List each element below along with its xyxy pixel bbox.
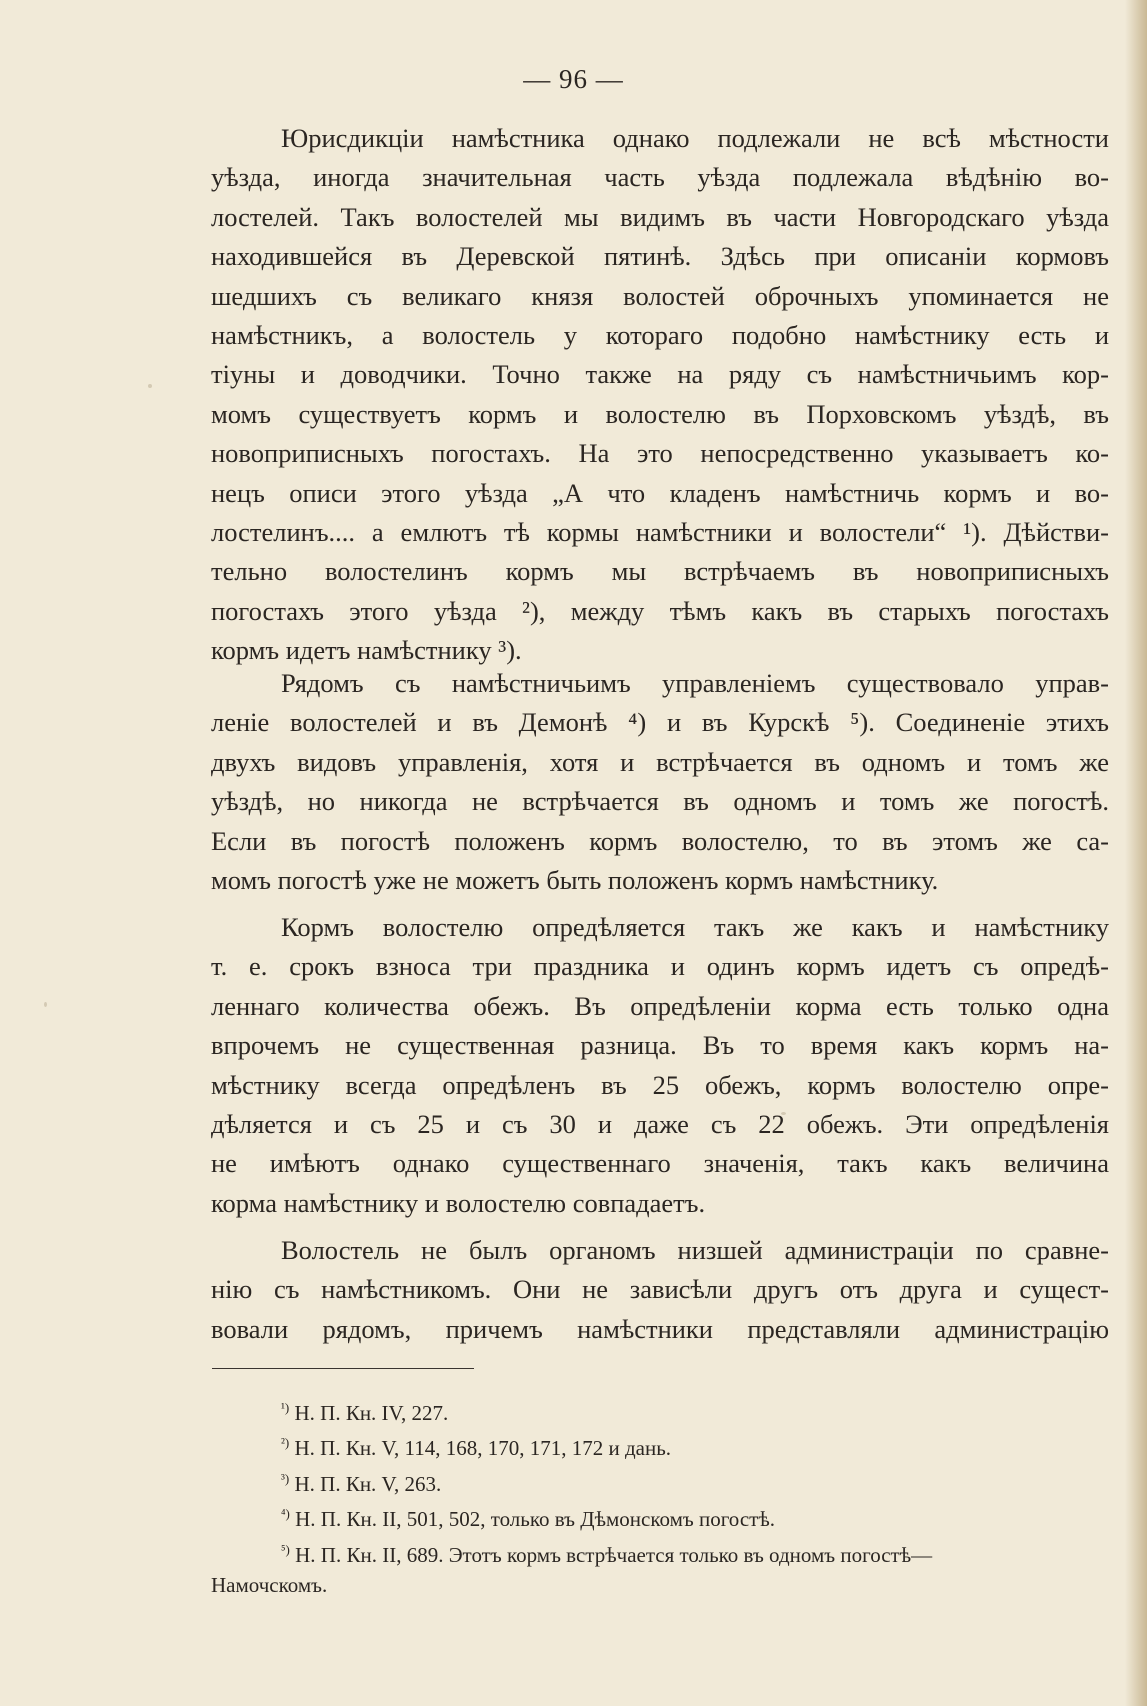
footnote — [211, 1393, 1109, 1428]
footnote-marker: ⁵) — [281, 1541, 290, 1557]
paragraph-1 — [211, 119, 1109, 670]
text-line: мѣстнику всегда опредѣленъ въ 25 обежъ, кормъ волостелю опре- — [211, 1069, 1109, 1100]
footnote-marker: ¹) — [281, 1400, 290, 1415]
text-line: леннаго количества обежъ. Въ опредѣленіи корма есть только одна — [211, 990, 1109, 1021]
footnote-text: Н. П. Кн. IV, 227. — [294, 1401, 449, 1425]
text-line: Юрисдикціи намѣстника однако подлежали не всѣ мѣстности — [281, 123, 1109, 153]
footnote-continuation: Намочскомъ. — [211, 1573, 328, 1598]
text-line: новоприписныхъ погостахъ. На это непосредственно указываетъ ко- — [211, 438, 1109, 469]
footnote-marker: ²) — [281, 1435, 290, 1451]
footnote-text: Н. П. Кн. V, 263. — [294, 1471, 442, 1496]
footnote — [211, 1464, 1109, 1499]
text-line: шедшихъ съ великаго князя волостей оброчныхъ упоминается не — [211, 280, 1109, 311]
text-line: кормъ идетъ намѣстнику ³). — [211, 635, 522, 666]
text-line: т. е. срокъ взноса три праздника и одинъ кормъ идетъ съ опредѣ- — [211, 951, 1109, 982]
footnote-divider — [212, 1368, 474, 1369]
text-line: Кормъ волостелю опредѣляется такъ же какъ и намѣстнику — [281, 912, 1109, 942]
footnote-marker: ⁴) — [281, 1506, 290, 1522]
page-edge-shadow — [1125, 0, 1147, 1706]
text-line: тіуны и доводчики. Точно также на ряду съ намѣстничьимъ кор- — [211, 359, 1109, 390]
text-line: лостелинъ.... а емлютъ тѣ кормы намѣстники и волостели“ ¹). Дѣйстви- — [211, 516, 1109, 547]
paragraph-2 — [211, 664, 1109, 900]
text-line: нецъ описи этого уѣзда „А что кладенъ намѣстничь кормъ и во- — [211, 477, 1109, 508]
text-line: уѣзда, иногда значительная часть уѣзда подлежала вѣдѣнію во- — [211, 162, 1109, 193]
footnote — [211, 1535, 1109, 1570]
text-line: вовали рядомъ, причемъ намѣстники представляли администрацію — [211, 1313, 1109, 1344]
footnote-text: Н. П. Кн. II, 689. Этотъ кормъ встрѣчается только въ одномъ погостѣ— — [295, 1542, 933, 1567]
text-line: Волостель не былъ органомъ низшей администраціи по сравне- — [281, 1235, 1109, 1265]
text-line: момъ существуетъ кормъ и волостелю въ Порховскомъ уѣздѣ, въ — [211, 398, 1109, 429]
paragraph-3 — [211, 908, 1109, 1223]
text-line: момъ погостѣ уже не можетъ быть положенъ кормъ намѣстнику. — [211, 864, 939, 895]
text-line: двухъ видовъ управленія, хотя и встрѣчается въ одномъ и томъ же — [211, 746, 1109, 777]
footnote-marker: ³) — [281, 1470, 290, 1486]
text-line: не имѣютъ однако существеннаго значенія, такъ какъ величина — [211, 1148, 1109, 1179]
text-line: погостахъ этого уѣзда ²), между тѣмъ какъ въ старыхъ погостахъ — [211, 595, 1109, 626]
paragraph-4 — [211, 1231, 1109, 1349]
text-line: лостелей. Такъ волостелей мы видимъ въ части Новгородскаго уѣзда — [211, 201, 1109, 232]
text-line: дѣляется и съ 25 и съ 30 и даже съ 22 обежъ. Эти опредѣленія — [211, 1108, 1109, 1139]
text-line: корма намѣстнику и волостелю совпадаетъ. — [211, 1187, 706, 1218]
footnote-text: Н. П. Кн. V, 114, 168, 170, 171, 172 и дань. — [294, 1436, 672, 1461]
text-line: Если въ погостѣ положенъ кормъ волостелю, то въ этомъ же са- — [211, 825, 1109, 856]
page-number: — 96 — — [523, 64, 624, 94]
footnotes — [211, 1393, 1109, 1600]
text-line: Рядомъ съ намѣстничьимъ управленіемъ существовало управ- — [281, 668, 1109, 698]
footnote-text: Н. П. Кн. II, 501, 502, только въ Дѣмонскомъ погостѣ. — [295, 1507, 775, 1532]
paper-speck — [148, 384, 152, 388]
footnote — [211, 1499, 1109, 1534]
text-line: впрочемъ не существенная разница. Въ то время какъ кормъ на- — [211, 1030, 1109, 1061]
paper-speck — [44, 1002, 47, 1007]
footnote — [211, 1428, 1109, 1463]
text-line: тельно волостелинъ кормъ мы встрѣчаемъ въ новоприписныхъ — [211, 556, 1109, 587]
text-line: нію съ намѣстникомъ. Они не зависѣли другъ отъ друга и сущест- — [211, 1274, 1109, 1305]
text-line: намѣстникъ, а волостель у котораго подобно намѣстнику есть и — [211, 319, 1109, 350]
text-line: находившейся въ Деревской пятинѣ. Здѣсь при описаніи кормовъ — [211, 241, 1109, 272]
text-line: леніе волостелей и въ Демонѣ ⁴) и въ Курскѣ ⁵). Соединеніе этихъ — [211, 707, 1109, 738]
text-line: уѣздѣ, но никогда не встрѣчается въ одномъ и томъ же погостѣ. — [211, 786, 1109, 817]
